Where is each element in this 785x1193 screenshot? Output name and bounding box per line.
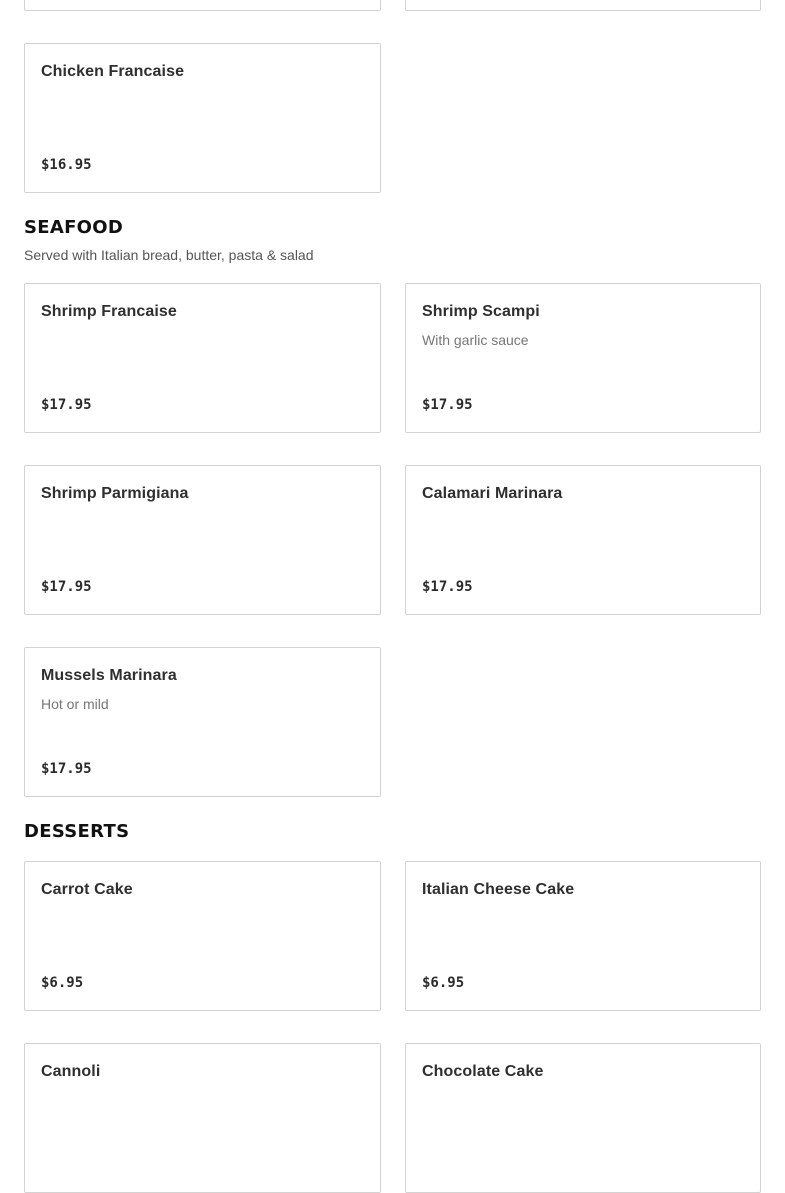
menu-item-card[interactable] <box>24 43 381 193</box>
item-name: Shrimp Francaise <box>41 303 177 320</box>
menu-item-card[interactable] <box>24 861 381 1011</box>
item-price: $17.95 <box>41 579 92 595</box>
menu-item-card[interactable] <box>24 647 381 797</box>
item-price: $17.95 <box>41 761 92 777</box>
menu-item-card[interactable] <box>405 1043 761 1193</box>
item-description: Hot or mild <box>41 696 109 712</box>
section-title-seafood: SEAFOOD <box>24 217 124 238</box>
item-name: Carrot Cake <box>41 881 133 898</box>
item-name: Shrimp Scampi <box>422 303 540 320</box>
item-price: $17.95 <box>41 397 92 413</box>
item-name: Calamari Marinara <box>422 485 563 502</box>
menu-item-card[interactable] <box>24 1043 381 1193</box>
menu-item-card[interactable] <box>24 0 381 11</box>
menu-item-card[interactable] <box>24 283 381 433</box>
item-name: Shrimp Parmigiana <box>41 485 189 502</box>
item-name: Italian Cheese Cake <box>422 881 575 898</box>
menu-item-card[interactable] <box>405 861 761 1011</box>
item-name: Chocolate Cake <box>422 1063 544 1080</box>
item-name: Cannoli <box>41 1063 101 1080</box>
menu-item-card[interactable] <box>405 0 761 11</box>
item-name: Chicken Francaise <box>41 63 185 80</box>
item-description: With garlic sauce <box>422 332 529 348</box>
item-name: Mussels Marinara <box>41 667 177 684</box>
item-price: $17.95 <box>422 579 473 595</box>
item-price: $17.95 <box>422 397 473 413</box>
section-title-desserts: DESSERTS <box>24 821 130 842</box>
item-price: $16.95 <box>41 157 92 173</box>
menu-item-card[interactable] <box>24 465 381 615</box>
item-price: $6.95 <box>422 975 465 991</box>
item-price: $6.95 <box>41 975 84 991</box>
menu-item-card[interactable] <box>405 465 761 615</box>
menu-item-card[interactable] <box>405 283 761 433</box>
section-subtitle-seafood: Served with Italian bread, butter, pasta & salad <box>24 247 314 263</box>
